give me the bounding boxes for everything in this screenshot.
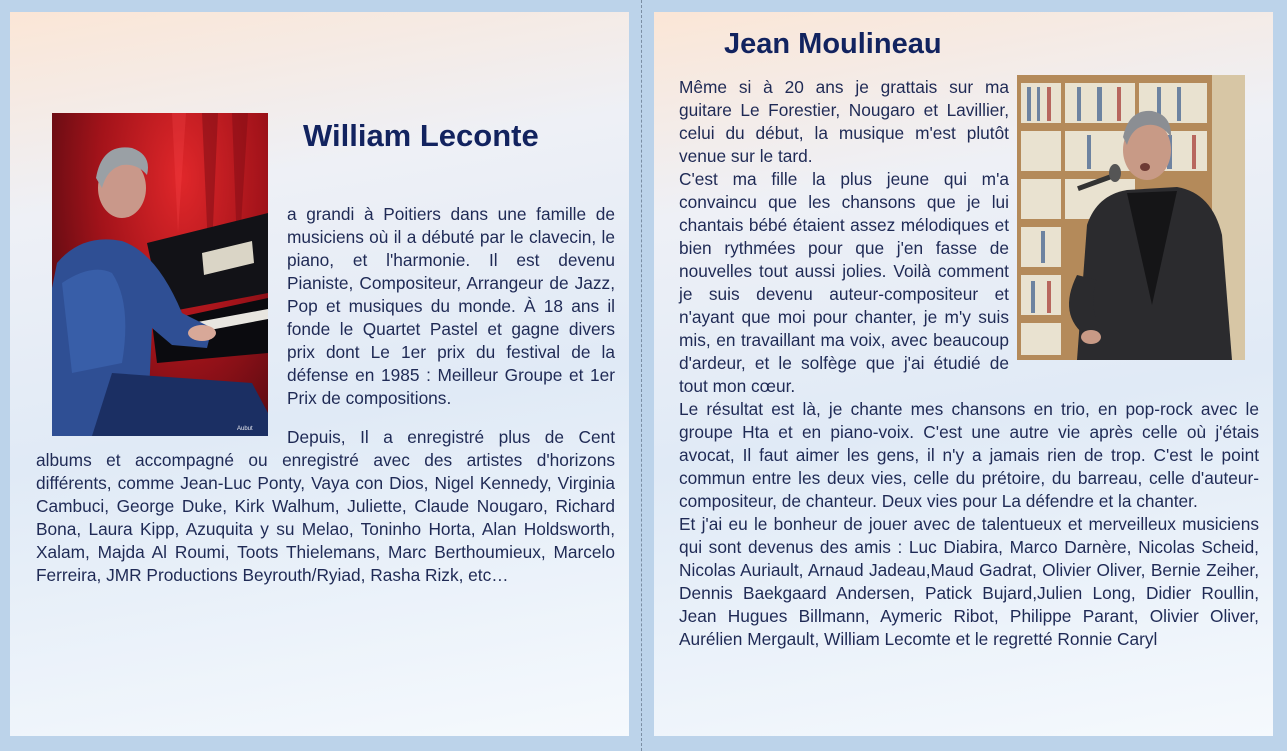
page-title-left: William Leconte xyxy=(303,118,539,153)
bio-right-paragraph-2: C'est ma fille la plus jeune qui m'a convaincu que les chansons que je lui chantais bébé étaient assez mélodiques et bien rythmées pour que j'en fasse de nouvelles tout aussi jolies. Voilà comment je suis devenu auteur-compositeur et n'ayant que moi pour chanter, je m'y suis mis, en travaillant ma voix, avec beaucoup d'ardeur, et le solfège que j'ai étudié de tout mon cœur. xyxy=(679,169,1009,396)
page-right xyxy=(654,12,1273,736)
bio-right-paragraph-3: Le résultat est là, je chante mes chansons en trio, en pop-rock avec le groupe Hta et en piano-voix. C'est une autre vie après celle où j'étais avocat, Il faut aimer les gens, il n'y a jamais rien de trop. C'est le point commun entre les deux vies, celle du prétoire, du barreau, celle d'auteur-compositeur, de chanteur. Deux vies pour La défendre et la chanter. xyxy=(679,399,1259,511)
bio-more-text xyxy=(36,426,615,587)
bio-intro-paragraph: a grandi à Poitiers dans une famille de musiciens où il a débuté par le clavecin, le piano, et l'harmonie. Il est devenu Pianiste, Compositeur, Arrangeur de Jazz, Pop et musiques du monde. À 18 ans il fonde le Quartet Pastel et gagne divers prix dont Le 1er prix du festival de la défense en 1985 : Meilleur Groupe et 1er Prix de compositions. xyxy=(287,204,615,408)
william-leconte-photo xyxy=(52,113,268,436)
pianist-illustration xyxy=(52,113,268,436)
bio-right-text xyxy=(679,76,1259,651)
page-left xyxy=(10,12,629,736)
bio-intro-text xyxy=(287,203,615,410)
bio-right-paragraph-1: Même si à 20 ans je grattais sur ma guitare Le Forestier, Nougaro et Lavillier, celui du début, la musique m'est plutôt venue sur le tard. xyxy=(679,77,1009,166)
photo-watermark: Aubut xyxy=(237,426,253,432)
bio-right-paragraph-4: Et j'ai eu le bonheur de jouer avec de talentueux et merveilleux musiciens qui sont devenus des amis : Luc Diabira, Marco Darnère, Nicolas Scheid, Nicolas Auriault, Arnaud Jadeau,Maud Gadrat, Olivier Oliver, Bernie Zeiher, Dennis Baekgaard Andersen, Patick Bujard,Julien Long, Didier Roullin, Jean Hugues Billmann, Aymeric Ribot, Philippe Parant, Olivier Oliver, Aurélien Mergault, William Lecomte et le regretté Ronnie Caryl xyxy=(679,514,1259,649)
bio-more-paragraph: Depuis, Il a enregistré plus de Cent albums et accompagné ou enregistré avec des artistes d'horizons différents, comme Jean-Luc Ponty, Vaya con Dios, Nigel Kennedy, Virginia Cambuci, George Duke, Kirk Walhum, Juliette, Claude Nougaro, Richard Bona, Laura Kipp, Azuquita y su Melao, Toninho Horta, Alan Holdsworth, Xalam, Majda Al Roumi, Toots Thielemans, Marc Berthoumieux, Marcelo Ferreira, JMR Productions Beyrouth/Ryiad, Rasha Rizk, etc… xyxy=(36,427,615,585)
page-fold-line xyxy=(641,0,642,751)
page-title-right: Jean Moulineau xyxy=(724,28,942,60)
